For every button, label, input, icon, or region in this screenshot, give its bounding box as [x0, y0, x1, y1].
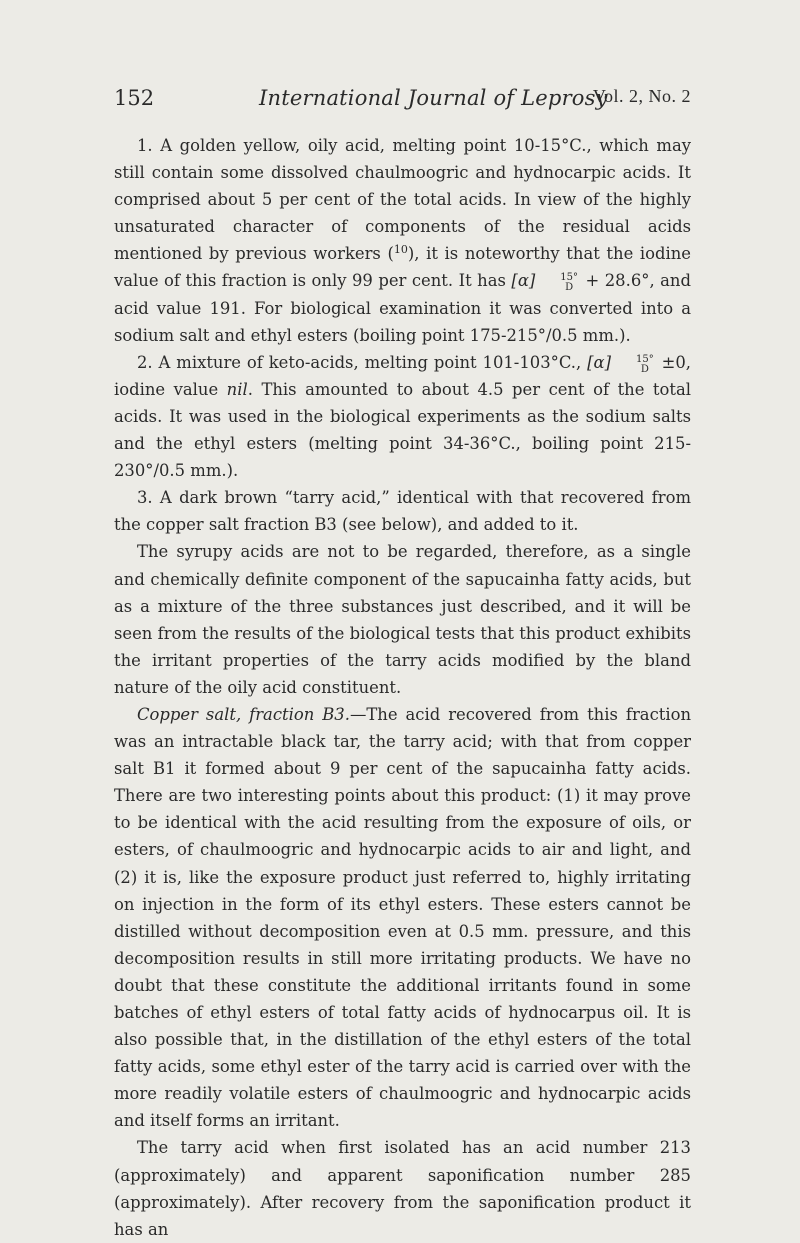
- sodium-d-line-subscript: D: [640, 363, 649, 375]
- volume-issue: Vol. 2, No. 2: [592, 86, 691, 106]
- reference-number: 10: [393, 243, 408, 257]
- iodine-value-nil: nil: [226, 379, 248, 399]
- paragraph-fraction-2: [114, 349, 691, 484]
- section-heading: Copper salt, fraction B3.: [137, 704, 350, 724]
- paragraph-tarry-acid: The tarry acid when first isolated has an acid number 213 (approximately) and apparent saponification number 285 (approximately). After recovery from the saponification product it has an: [114, 1138, 691, 1239]
- rotation-conditions: [613, 355, 654, 375]
- optical-rotation-symbol: [α]: [511, 271, 536, 291]
- paragraph-text: . This amounted to about 4.5 per cent of the total acids. It was used in the biological experiments as the sodium salts and the ethyl esters (melting point 34-36°C., boiling point 215-230°/0.5 mm.).: [114, 379, 691, 481]
- paragraph-fraction-3: 3. A dark brown “tarry acid,” identical with that recovered from the copper salt fraction B3 (see below), and added to it.: [114, 488, 691, 535]
- article-body: [114, 132, 691, 1243]
- paragraph-fraction-1: [114, 132, 691, 349]
- page-number: 152: [114, 86, 155, 110]
- temperature-superscript: 15°: [635, 353, 654, 365]
- paragraph-text: + 28.6°, and acid value 191. For biological examination it was converted into a sodium salt and ethyl esters (boiling point 175-215°/0.5 mm.).: [114, 271, 691, 345]
- rotation-conditions: [537, 273, 578, 293]
- paragraph-copper-salt: [114, 701, 691, 1135]
- paragraph-text: ), it is noteworthy that the iodine value of this fraction is only 99 per cent. It has: [114, 244, 691, 291]
- temperature-superscript: 15°: [560, 272, 579, 284]
- journal-title: International Journal of Leprosy: [259, 86, 608, 110]
- paragraph-syrupy-acids: The syrupy acids are not to be regarded, therefore, as a single and chemically definite component of the sapucainha fatty acids, but as a mixture of the three substances just described, and it will be seen from the results of the biological tests that this product exhibits the irritant properties of the tarry acids modified by the bland nature of the oily acid constituent.: [114, 542, 691, 697]
- sodium-d-line-subscript: D: [565, 282, 574, 294]
- paragraph-text: —The acid recovered from this fraction was an intractable black tar, the tarry acid; with that from copper salt B1 it formed about 9 per cent of the sapucainha fatty acids. There are two interesting points about this product: (1) it may prove to be identical with the acid resulting from the exposure of oils, or esters, of chaulmoogric and hydnocarpic acids to air and light, and (2) it is, like the exposure product just referred to, highly irritating on injection in the form of its ethyl esters. These esters cannot be distilled without decomposition even at 0.5 mm. pressure, and this decomposition results in still more irritating products. We have no doubt that these constitute the additional irritants found in some batches of ethyl esters of total fatty acids of hydnocarpus oil. It is also possible that, in the distillation of the ethyl esters of the total fatty acids, some ethyl ester of the tarry acid is carried over with the more readily volatile esters of chaulmoogric and hydnocarpic acids and itself forms an irritant.: [114, 704, 691, 1131]
- paragraph-text: 2. A mixture of keto-acids, melting point 101-103°C.,: [137, 352, 588, 372]
- paragraph-text: 1. A golden yellow, oily acid, melting point 10-15°C., which may still contain some dissolved chaulmoogric and hydnocarpic acids. It comprised about 5 per cent of the total acids. In view of the highly unsaturated character of components of the residual acids mentioned by previous workers (: [114, 136, 691, 264]
- running-header: [114, 86, 691, 116]
- paragraph-text: ±0, iodine value: [114, 352, 691, 399]
- optical-rotation-symbol: [α]: [587, 352, 611, 372]
